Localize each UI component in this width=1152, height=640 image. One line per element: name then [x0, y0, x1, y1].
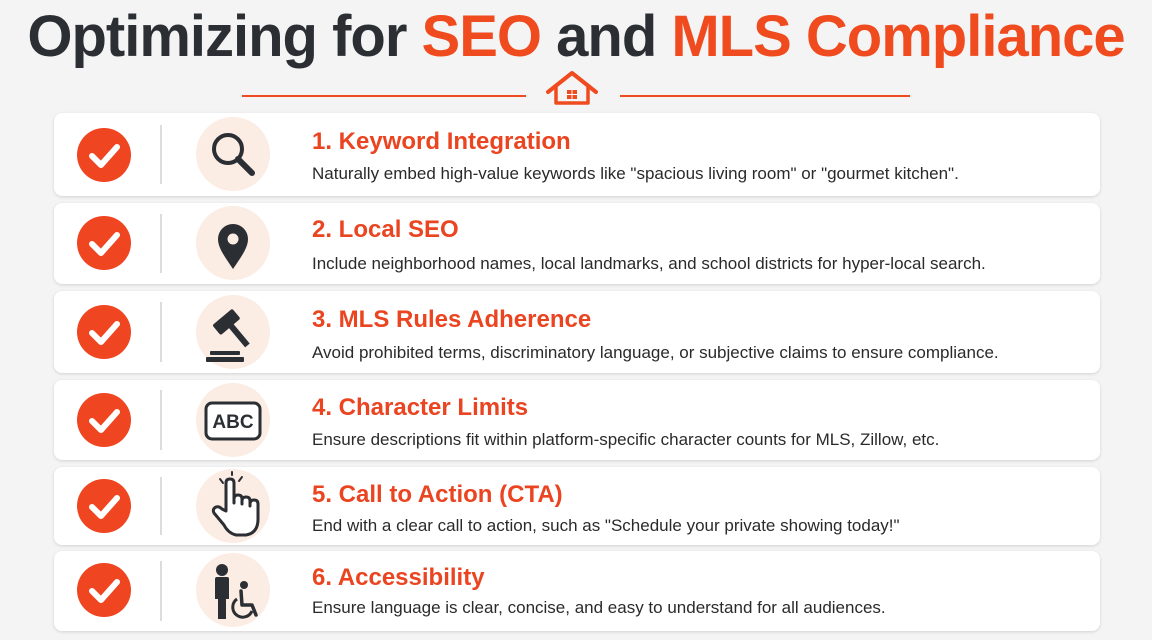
card-separator: [160, 302, 162, 362]
item-title: 2. Local SEO: [312, 216, 459, 243]
title-text-1: Optimizing for: [27, 4, 422, 69]
item-title: 4. Character Limits: [312, 394, 529, 421]
divider-left: [242, 95, 526, 97]
item-card-local-seo: [54, 203, 1100, 284]
check-icon: [77, 563, 131, 617]
house-icon: [544, 70, 600, 106]
location-pin-icon: [196, 206, 270, 280]
card-separator: [160, 214, 162, 273]
magnifier-icon: [196, 117, 270, 191]
card-separator: [160, 125, 162, 184]
item-title: 1. Keyword Integration: [312, 128, 571, 155]
item-card-character-limits: [54, 380, 1100, 460]
item-title: 3. MLS Rules Adherence: [312, 306, 592, 333]
title-accent-seo: SEO: [421, 4, 542, 69]
abc-box-icon: [196, 383, 270, 457]
abc-icon-text: ABC: [212, 412, 254, 433]
item-description: Avoid prohibited terms, discriminatory language, or subjective claims to ensure compliance.: [312, 343, 999, 362]
item-title: 5. Call to Action (CTA): [312, 481, 563, 508]
item-description: End with a clear call to action, such as "Schedule your private showing today!": [312, 516, 900, 535]
gavel-icon: [196, 295, 270, 369]
check-icon: [77, 305, 131, 359]
page-title: [0, 4, 1152, 70]
item-card-mls-rules: [54, 291, 1100, 373]
pointing-hand-icon: [196, 469, 270, 543]
divider-right: [620, 95, 910, 97]
item-description: Ensure language is clear, concise, and easy to understand for all audiences.: [312, 598, 886, 617]
check-icon: [77, 393, 131, 447]
card-separator: [160, 390, 162, 450]
check-icon: [77, 216, 131, 270]
item-description: Naturally embed high-value keywords like "spacious living room" or "gourmet kitchen".: [312, 164, 959, 183]
card-separator: [160, 477, 162, 535]
item-title: 6. Accessibility: [312, 564, 485, 591]
item-card-call-to-action: [54, 467, 1100, 545]
check-icon: [77, 479, 131, 533]
item-card-keyword-integration: [54, 113, 1100, 196]
title-accent-mls: MLS Compliance: [671, 4, 1125, 69]
item-description: Ensure descriptions fit within platform-specific character counts for MLS, Zillow, etc.: [312, 430, 940, 449]
card-separator: [160, 561, 162, 621]
check-icon: [77, 128, 131, 182]
item-description: Include neighborhood names, local landmarks, and school districts for hyper-local search.: [312, 254, 986, 273]
item-card-accessibility: [54, 551, 1100, 631]
accessibility-icon: [196, 553, 270, 627]
title-text-2: and: [541, 4, 672, 69]
